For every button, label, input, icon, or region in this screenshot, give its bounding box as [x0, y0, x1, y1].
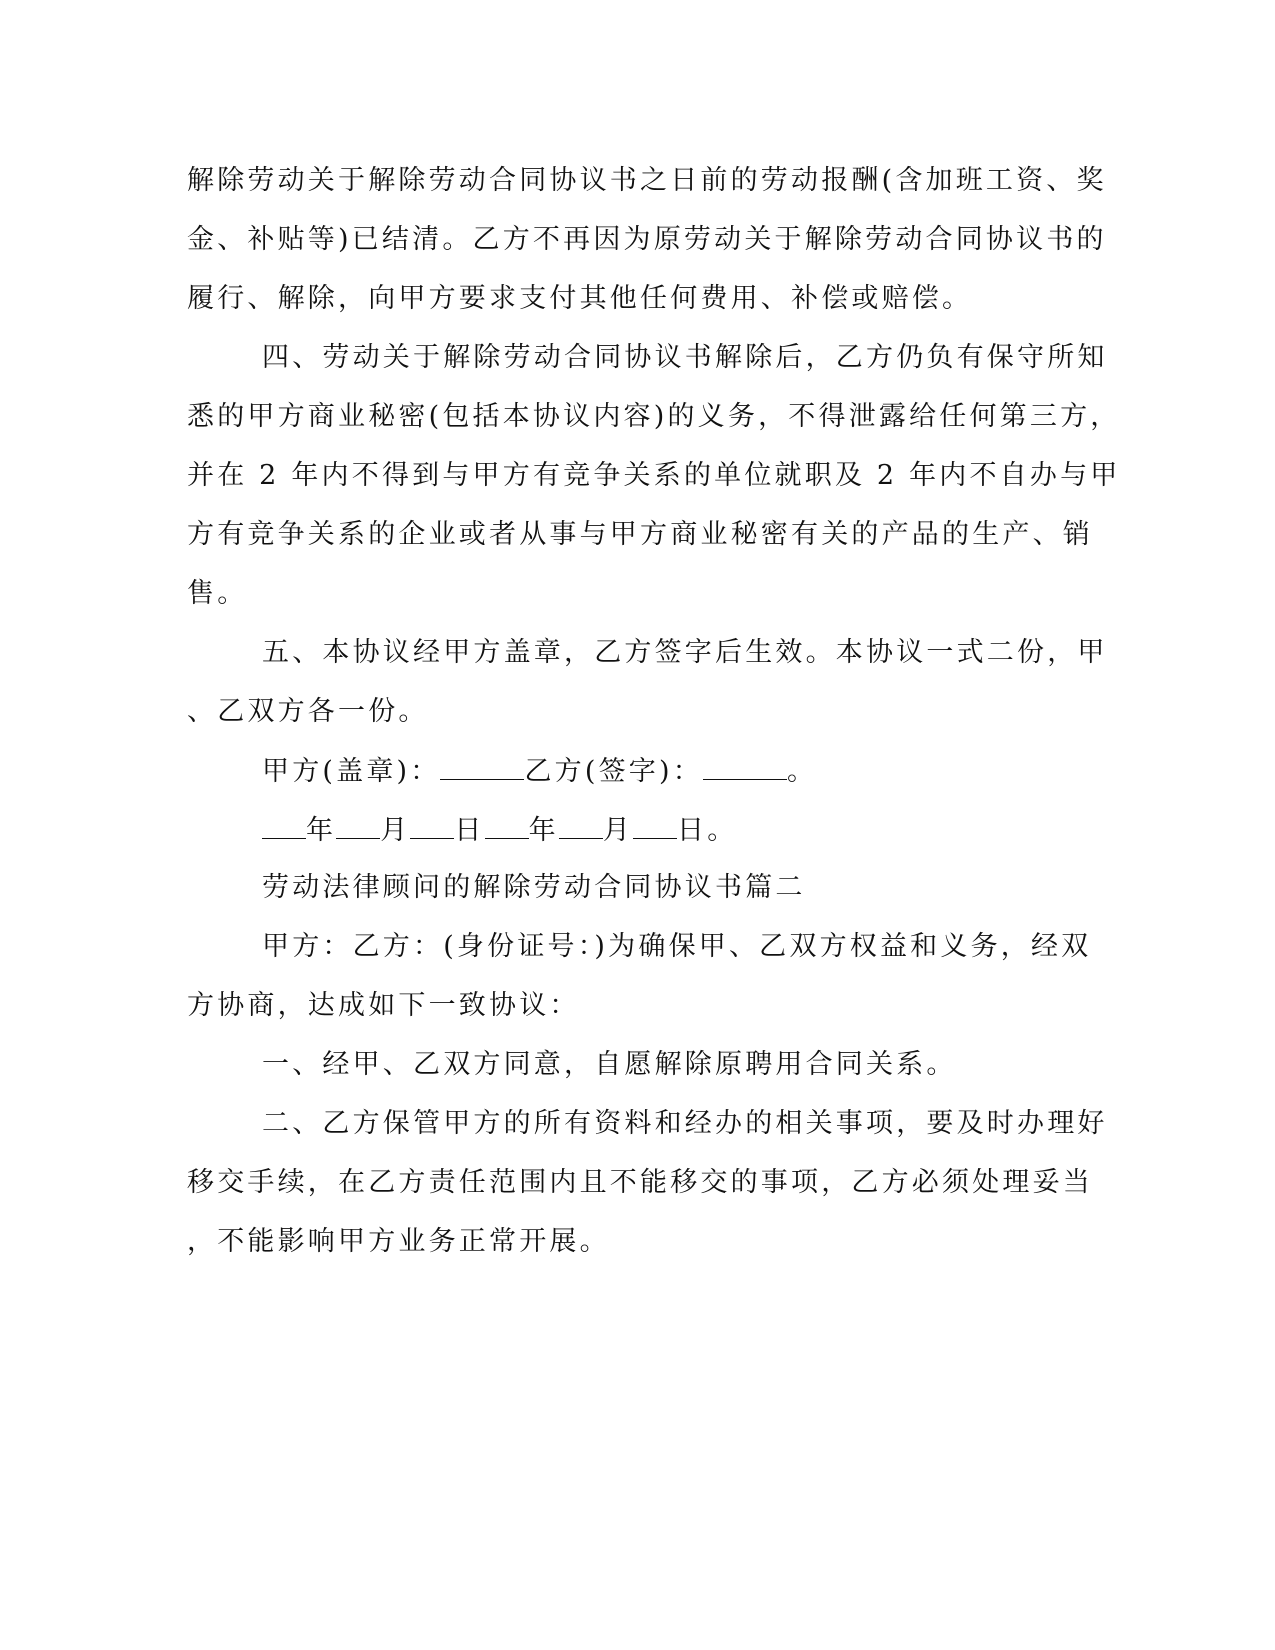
party-b-label: 乙方(签字)： — [524, 756, 703, 787]
signature-line — [262, 753, 817, 789]
paragraph-line: 、乙双方各一份。 — [187, 696, 429, 727]
day-label: 日 — [454, 815, 485, 846]
paragraph-line: 悉的甲方商业秘密(包括本协议内容)的义务，不得泄露给任何第三方， — [187, 401, 1121, 432]
date-line — [262, 812, 737, 848]
paragraph-line: 移交手续，在乙方责任范围内且不能移交的事项，乙方必须处理妥当 — [187, 1167, 1093, 1198]
paragraph-line: 一、经甲、乙双方同意，自愿解除原聘用合同关系。 — [262, 1049, 957, 1080]
day-blank-2 — [633, 812, 677, 839]
year-label-2: 年 — [528, 815, 559, 846]
paragraph-line: 解除劳动关于解除劳动合同协议书之日前的劳动报酬(含加班工资、奖 — [187, 165, 1107, 196]
paragraph-line: 方协商，达成如下一致协议： — [187, 990, 580, 1021]
month-label-2: 月 — [602, 815, 634, 846]
paragraph-line: 并在 2 年内不得到与甲方有竞争关系的单位就职及 2 年内不自办与甲 — [187, 460, 1121, 491]
paragraph-line: 金、补贴等)已结清。乙方不再因为原劳动关于解除劳动合同协议书的 — [187, 224, 1107, 255]
paragraph-line: 售。 — [187, 578, 248, 609]
year-blank-2 — [485, 812, 529, 839]
party-a-label: 甲方(盖章)： — [262, 756, 441, 787]
paragraph-line: 方有竞争关系的企业或者从事与甲方商业秘密有关的产品的生产、销 — [187, 519, 1093, 550]
year-blank — [262, 812, 306, 839]
signature-end: 。 — [786, 756, 818, 787]
party-a-signature-blank — [440, 753, 524, 780]
paragraph-line: 四、劳动关于解除劳动合同协议书解除后，乙方仍负有保守所知 — [262, 342, 1108, 373]
paragraph-line: 履行、解除，向甲方要求支付其他任何费用、补偿或赔偿。 — [187, 283, 973, 314]
paragraph-line: 甲方：乙方：(身份证号：)为确保甲、乙双方权益和义务，经双 — [262, 931, 1092, 962]
paragraph-line: 五、本协议经甲方盖章，乙方签字后生效。本协议一式二份，甲 — [262, 637, 1108, 668]
month-label: 月 — [380, 815, 411, 846]
day-blank — [410, 812, 454, 839]
year-label: 年 — [306, 815, 337, 846]
section-heading: 劳动法律顾问的解除劳动合同协议书篇二 — [262, 872, 806, 903]
month-blank — [336, 812, 380, 839]
party-b-signature-blank — [703, 753, 787, 780]
paragraph-line: 二、乙方保管甲方的所有资料和经办的相关事项，要及时办理好 — [262, 1108, 1108, 1139]
day-end: 日。 — [677, 815, 738, 846]
paragraph-line: ，不能影响甲方业务正常开展。 — [187, 1226, 610, 1257]
month-blank-2 — [559, 812, 603, 839]
